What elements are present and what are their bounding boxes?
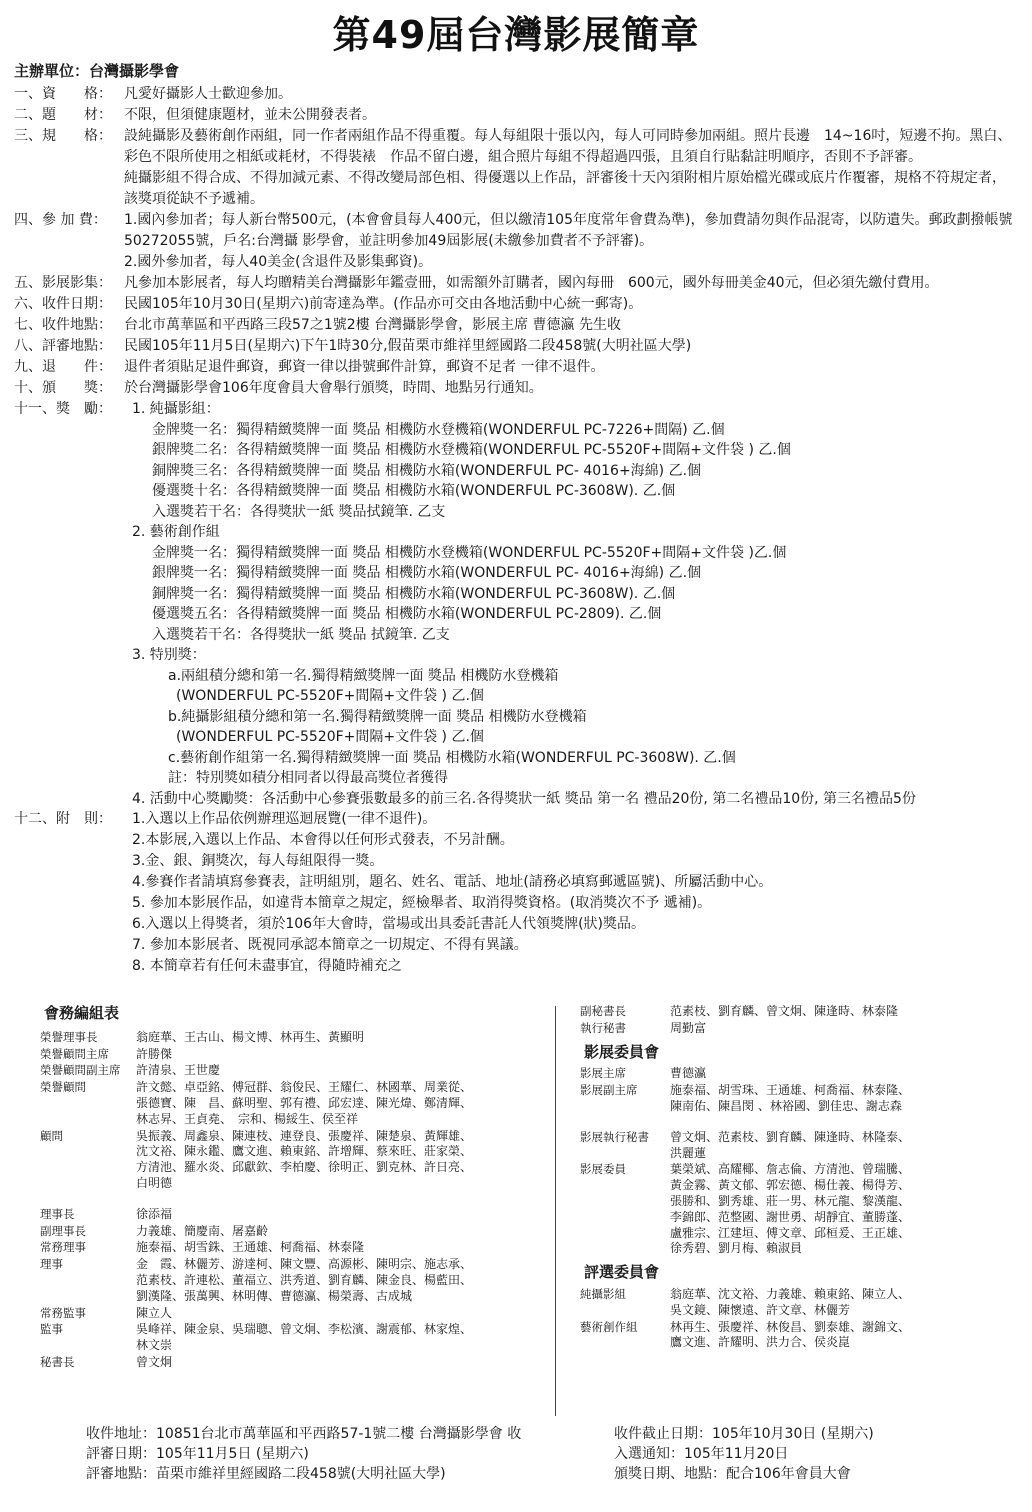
committee-names xyxy=(670,1066,1000,1082)
rule-text: 台北市萬華區和平西路三段57之1號2樓 台灣攝影學會，影展主席 曹德瀛 先生收 xyxy=(124,317,621,333)
footer-line: 收件截止日期：105年10月30日 (星期六) xyxy=(614,1426,874,1442)
appendix-line: 3.金、銀、銅獎次，每人每組限得一獎。 xyxy=(132,853,384,869)
rule-text: 不限，但須健康題材，並未公開發表者。 xyxy=(124,107,376,123)
rule-label: 九、退 件： xyxy=(14,359,112,375)
committee-names xyxy=(670,1004,1000,1020)
member-names: 曾文炯 xyxy=(136,1354,173,1369)
award-line: 1. 純攝影組： xyxy=(132,401,220,417)
rule-label: 十、頒 獎： xyxy=(14,380,112,396)
award-line: 金牌獎一名：獨得精緻獎牌一面 獎品 相機防水登機箱(WONDERFUL PC-5520F+間隔+文件袋 )乙.個 xyxy=(152,544,787,561)
awards-label: 十一、獎 勵： xyxy=(14,401,112,417)
member-names: 葉榮斌、高耀椰、詹志倫、方清池、曾瑞騰、 xyxy=(670,1162,911,1177)
committee-group xyxy=(40,1306,545,1322)
member-names: 周勤富 xyxy=(670,1020,707,1035)
committee-role: 影展主席 xyxy=(580,1066,626,1081)
committee-group xyxy=(580,1004,1000,1020)
rule-label: 二、題 材： xyxy=(14,107,112,123)
award-line: 優選獎五名：各得精緻獎牌一面 獎品 相機防水箱(WONDERFUL PC-2809). 乙.個 xyxy=(152,606,662,622)
award-line: 註：特別獎如積分相同者以得最高獎位者獲得 xyxy=(168,770,448,786)
member-names: 盧雅宗、江建垣、傅文章、邱桓爰、王正雄、 xyxy=(670,1225,911,1240)
appendix-label: 十二、附 則： xyxy=(14,811,112,827)
awards-body xyxy=(124,399,1019,809)
committee-names xyxy=(670,1021,1000,1037)
member-names: 劉漢隆、張萬興、林明傳、曹德瀛、楊榮壽、古成城 xyxy=(136,1288,413,1303)
committee-names xyxy=(136,1129,545,1192)
award-line: 優選獎十名：各得精緻獎牌一面 獎品 相機防水箱(WONDERFUL PC-3608W). 乙.個 xyxy=(152,483,676,499)
committee-group xyxy=(580,1162,1000,1257)
member-names: 曾文炯、范素枝、劉育麟、陳逢時、林隆泰、 xyxy=(670,1129,911,1144)
member-names: 許勝傑 xyxy=(136,1046,173,1061)
award-line: 2. 藝術創作組 xyxy=(132,524,220,540)
committee-role: 常務理事 xyxy=(40,1240,86,1255)
committee-group xyxy=(580,1083,1000,1115)
member-names: 鷹文進、許耀明、洪力合、侯炎崑 xyxy=(670,1335,851,1350)
committee-names xyxy=(136,1355,545,1371)
committee-group xyxy=(580,1320,1000,1352)
award-line: (WONDERFUL PC-5520F+間隔+文件袋 ) 乙.個 xyxy=(176,729,484,745)
committee-group xyxy=(580,1066,1000,1082)
organizer: 主辦單位：台灣攝影學會 xyxy=(14,62,180,80)
appendix-line: 7. 參加本影展者、既視同承認本簡章之一切規定、不得有異議。 xyxy=(132,937,528,953)
award-line: 銀牌獎一名：獨得精緻獎牌一面 獎品 相機防水箱(WONDERFUL PC- 4016+海綿) 乙.個 xyxy=(152,565,702,581)
member-names: 翁庭華、王古山、楊文博、林再生、黃顯明 xyxy=(136,1029,365,1044)
rule-text: 設純攝影及藝術創作兩組，同一作者兩組作品不得重覆。每人每組限十張以內，每人可同時參加兩組。照片長邊 14~16吋，短邊不拘。黑白、彩色不限所使用之相紙或耗材，不得裝裱 作品不留白邊，組合照片每組不得超過四張，且須自行貼黏註明順序，否則不予評審。 xyxy=(124,128,1012,165)
award-line: b.純攝影組積分總和第一名.獨得精緻獎牌一面 獎品 相機防水登機箱 xyxy=(168,708,587,725)
rule-body xyxy=(124,294,1019,315)
committee-role: 執行秘書 xyxy=(580,1020,626,1035)
rule-label: 七、收件地點： xyxy=(14,317,112,333)
committee-group xyxy=(40,1030,545,1046)
rule-text: 1.國內參加者；每人新台幣500元，(本會會員每人400元，但以繳清105年度常年會費為準)，參加費請勿與作品混寄，以防遺失。郵政劃撥帳號50272055號，戶名:台灣攝 影學會，並註明參加49屆影展(未繳參加費者不予評審)。 xyxy=(124,212,1013,249)
rule-body xyxy=(124,315,1019,336)
rules-section xyxy=(14,84,1019,977)
appendix-section xyxy=(14,809,1019,977)
committee-role: 影展委員 xyxy=(580,1162,626,1177)
column-divider xyxy=(555,1006,556,1416)
award-line: 銅牌獎三名：各得精緻獎牌一面 獎品 相機防水箱(WONDERFUL PC- 4016+海綿) 乙.個 xyxy=(152,462,702,479)
rule-body xyxy=(124,126,1019,210)
rule-item xyxy=(14,378,1019,399)
footer-line: 評審日期：105年11月5日 (星期六) xyxy=(86,1446,309,1462)
member-names: 張勝和、劉秀雄、莊一男、林元龍、黎漢龍、 xyxy=(670,1193,911,1208)
appendix-line: 2.本影展,入選以上作品、本會得以任何形式發表，不另計酬。 xyxy=(132,832,514,848)
committee-role: 理事長 xyxy=(40,1206,75,1221)
page-title: 第49屆台灣影展簡章 xyxy=(332,13,700,57)
footer-line: 收件地址：10851台北市萬華區和平西路57-1號二樓 台灣攝影學會 收 xyxy=(86,1426,522,1442)
committee-left-list xyxy=(40,1030,545,1371)
member-names: 力義雄、簡慶南、屠嘉齡 xyxy=(136,1223,269,1238)
award-line: 銀牌獎二名：各得精緻獎牌一面 獎品 相機防水登機箱(WONDERFUL PC-5520F+間隔+文件袋 ) 乙.個 xyxy=(152,442,791,458)
committee-names xyxy=(136,1240,545,1256)
member-names: 沈文裕、陳永鑑、鷹文進、賴東銘、許增輝、蔡來旺、莊家榮、 xyxy=(136,1144,473,1159)
footer-line: 頒獎日期、地點：配合106年會員大會 xyxy=(614,1466,851,1482)
group-spacer xyxy=(580,1116,1000,1130)
jury-committee-list xyxy=(580,1287,1000,1351)
rule-body xyxy=(124,84,1019,105)
member-names: 林志昇、王貞堯、 宗和、楊綏生、侯至祥 xyxy=(136,1111,359,1126)
footer-right xyxy=(614,1424,874,1484)
committee-names xyxy=(136,1063,545,1079)
rule-text: 純攝影組不得合成、不得加減元素、不得改變局部色相、得優選以上作品，評審後十天內須附相片原始檔光碟或底片作覆審，規格不符規定者，該獎項從缺不予遞補。 xyxy=(124,170,1006,207)
committee-names xyxy=(136,1030,545,1046)
rule-item xyxy=(14,336,1019,357)
award-line: a.兩組積分總和第一名.獨得精緻獎牌一面 獎品 相機防水登機箱 xyxy=(168,667,559,684)
committee-group xyxy=(40,1207,545,1223)
member-names: 吳峰祥、陳金泉、吳瑞聰、曾文炯、李松濱、謝震郁、林家煌、 xyxy=(136,1322,473,1337)
member-names: 林再生、張慶祥、林俊昌、劉泰雄、謝錦文、 xyxy=(670,1319,911,1334)
member-names: 吳振義、周鑫泉、陳連枝、連登良、張慶祥、陳楚泉、黃輝雄、 xyxy=(136,1128,473,1143)
member-names: 施泰福、胡雪銖、王通雄、柯喬福、林泰隆 xyxy=(136,1240,365,1255)
committee-names xyxy=(670,1162,1000,1257)
committee-left-column xyxy=(40,1004,545,1372)
rule-body xyxy=(124,273,1019,294)
rule-item xyxy=(14,315,1019,336)
committee-group xyxy=(40,1047,545,1063)
rule-label: 一、資 格： xyxy=(14,86,112,102)
committee-group xyxy=(40,1240,545,1256)
committee-names xyxy=(136,1257,545,1304)
member-names: 白明德 xyxy=(136,1175,173,1190)
committee-role: 影展執行秘書 xyxy=(580,1129,649,1144)
committee-right-top-list xyxy=(580,1004,1000,1037)
committee-names xyxy=(136,1080,545,1127)
appendix-line: 5. 參加本影展作品，如違背本簡章之規定，經檢舉者、取消得獎資格。(取消獎次不予 遞補)。 xyxy=(132,895,712,911)
rule-text: 民國105年11月5日(星期六)下午1時30分,假苗栗市維祥里經國路二段458號(大明社區大學) xyxy=(124,338,692,354)
rule-text: 凡參加本影展者，每人均贈精美台灣攝影年鑑壹冊，如需額外訂購者，國內每冊 600元，國外每冊美金40元，但必須先繳付費用。 xyxy=(124,275,939,291)
rules-list xyxy=(14,84,1019,399)
committee-group xyxy=(580,1287,1000,1319)
member-names: 許文懿、卓亞銘、傅冠群、翁俊民、王耀仁、林國華、周業從、 xyxy=(136,1080,473,1095)
award-line: 銅牌獎一名：獨得精緻獎牌一面 獎品 相機防水箱(WONDERFUL PC-3608W). 乙.個 xyxy=(152,585,676,602)
rule-text: 於台灣攝影學會106年度會員大會舉行頒獎，時間、地點另行通知。 xyxy=(124,380,543,396)
member-names: 許清泉、王世慶 xyxy=(136,1063,221,1078)
appendix-body xyxy=(124,809,1019,977)
rule-text: 退件者須貼足退件郵資，郵資一律以掛號郵件計算，郵資不足者 一律不退件。 xyxy=(124,359,605,375)
award-line: 3. 特別獎： xyxy=(132,647,206,663)
appendix-line: 4.參賽作者請填寫參賽表，註明組別，題名、姓名、電話、地址(請務必填寫郵遞區號)、所屬活動中心。 xyxy=(132,874,773,890)
rule-text: 民國105年10月30日(星期六)前寄達為準。(作品亦可交由各地活動中心統一郵寄)。 xyxy=(124,296,643,312)
member-names: 黃金霧、黃文郁、郭宏德、楊仕義、楊得芳、 xyxy=(670,1178,911,1193)
committee-role: 顧問 xyxy=(40,1128,63,1143)
member-names: 金 霞、林儷芳、游達柯、陳文豐、高源彬、陳明宗、施志承、 xyxy=(136,1257,473,1272)
rule-item xyxy=(14,84,1019,105)
member-names: 吳文鏡、陳懷遠、許文章、林儷芳 xyxy=(670,1302,851,1317)
committee-role: 榮譽顧問主席 xyxy=(40,1046,109,1061)
awards-section xyxy=(14,399,1019,809)
rule-body xyxy=(124,210,1019,273)
rule-label: 八、評審地點： xyxy=(14,338,112,354)
committee-group xyxy=(40,1080,545,1127)
member-names: 張德寶、陳 昌、蘇明聖、郭有禮、邱宏達、陳光煒、鄭清輝、 xyxy=(136,1095,473,1110)
rule-body xyxy=(124,378,1019,399)
rule-label: 五、影展影集： xyxy=(14,275,112,291)
committee-names xyxy=(136,1207,545,1223)
committee-names xyxy=(670,1130,1000,1162)
rule-body xyxy=(124,357,1019,378)
committee-role: 常務監事 xyxy=(40,1305,86,1320)
committee-group xyxy=(40,1129,545,1192)
member-names: 曹德瀛 xyxy=(670,1066,707,1081)
committee-names xyxy=(136,1224,545,1240)
committee-names xyxy=(670,1083,1000,1115)
committee-role: 副秘書長 xyxy=(580,1004,626,1018)
committee-group xyxy=(40,1257,545,1304)
award-line: 入選獎若干名：各得獎狀一紙 獎品 拭鏡筆. 乙支 xyxy=(152,626,450,643)
member-names: 陳立人 xyxy=(136,1305,173,1320)
committee-group xyxy=(40,1224,545,1240)
member-names: 方清池、羅水炎、邱獻欽、李柏慶、徐明正、劉克林、許日亮、 xyxy=(136,1160,473,1175)
committee-role: 副理事長 xyxy=(40,1223,86,1238)
committee-title: 會務編組表 xyxy=(44,1004,120,1022)
appendix-line: 8. 本簡章若有任何未盡事宜，得隨時補充之 xyxy=(132,958,402,974)
appendix-line: 6.入選以上得獎者，須於106年大會時，當場或出具委託書託人代領獎牌(狀)獎品。 xyxy=(132,916,646,932)
committee-group xyxy=(580,1130,1000,1162)
award-line: c.藝術創作組第一名.獨得精緻獎牌一面 獎品 相機防水箱(WONDERFUL PC-3608W). 乙.個 xyxy=(168,749,736,766)
rule-item xyxy=(14,105,1019,126)
footer-line: 評審地點：苗栗市維祥里經國路二段458號(大明社區大學) xyxy=(86,1466,446,1482)
member-names: 陳南佑、陳昌閔 、林裕國、劉佳忠、謝志森 xyxy=(670,1098,902,1113)
committee-names xyxy=(670,1320,1000,1352)
member-names: 李錦郎、范整國、謝世勇、胡靜宜、董勝蓬、 xyxy=(670,1209,911,1224)
committee-table xyxy=(40,1004,1000,1416)
committee-names xyxy=(136,1047,545,1063)
committee-role: 監事 xyxy=(40,1322,63,1337)
committee-group xyxy=(40,1322,545,1354)
rule-item xyxy=(14,294,1019,315)
award-line: (WONDERFUL PC-5520F+間隔+文件袋 ) 乙.個 xyxy=(176,688,484,704)
appendix-line: 1.入選以上作品依例辦理巡迴展覽(一律不退件)。 xyxy=(132,811,437,827)
member-names: 徐秀碧、劉月梅、賴淑員 xyxy=(670,1241,803,1256)
member-names: 林文崇 xyxy=(136,1338,173,1353)
rule-label: 三、規 格： xyxy=(14,128,112,144)
footer-left xyxy=(86,1424,521,1484)
rule-body xyxy=(124,105,1019,126)
committee-role: 秘書長 xyxy=(40,1354,75,1369)
committee-role: 藝術創作組 xyxy=(580,1319,638,1334)
member-names: 徐添福 xyxy=(136,1206,173,1221)
rule-body xyxy=(124,336,1019,357)
member-names: 翁庭華、沈文裕、力義雄、賴東銘、陳立人、 xyxy=(670,1286,911,1301)
rule-label: 四、參 加 費： xyxy=(14,212,107,228)
committee-names xyxy=(670,1287,1000,1319)
footer-line: 入選通知：105年11月20日 xyxy=(614,1446,789,1462)
member-names: 施泰福、胡雪珠、王通雄、柯喬福、林泰隆、 xyxy=(670,1083,911,1098)
rule-label: 六、收件日期： xyxy=(14,296,112,312)
rule-text: 凡愛好攝影人士歡迎參加。 xyxy=(124,86,292,102)
rule-item xyxy=(14,273,1019,294)
committee-role: 影展副主席 xyxy=(580,1083,638,1098)
award-line: 4. 活動中心獎勵獎：各活動中心參賽張數最多的前三名.各得獎狀一紙 獎品 第一名 禮品20份, 第二名禮品10份, 第三名禮品5份 xyxy=(132,790,916,807)
group-spacer xyxy=(40,1193,545,1207)
exhibition-committee-list xyxy=(580,1066,1000,1257)
committee-role: 榮譽顧問副主席 xyxy=(40,1063,121,1078)
committee-names xyxy=(136,1306,545,1322)
member-names: 范素枝、許連松、董福立、洪秀道、劉育麟、陳金良、楊藍田、 xyxy=(136,1272,473,1287)
rule-item xyxy=(14,210,1019,273)
jury-committee-title: 評選委員會 xyxy=(584,1263,660,1282)
committee-names xyxy=(136,1322,545,1354)
award-line: 金牌獎一名：獨得精緻獎牌一面 獎品 相機防水登機箱(WONDERFUL PC-7226+間隔) 乙.個 xyxy=(152,421,725,438)
committee-group xyxy=(580,1021,1000,1037)
rule-item xyxy=(14,126,1019,210)
member-names: 洪麗蓮 xyxy=(670,1145,707,1160)
member-names: 范素枝、劉育麟、曾文炯、陳逢時、林泰隆 xyxy=(670,1004,899,1018)
committee-role: 榮譽顧問 xyxy=(40,1080,86,1095)
committee-role: 理事 xyxy=(40,1257,63,1272)
committee-role: 榮譽理事長 xyxy=(40,1029,98,1044)
award-line: 入選獎若干名：各得獎狀一紙 獎品拭鏡筆. 乙支 xyxy=(152,503,446,520)
rule-text: 2.國外參加者，每人40美金(含退件及影集郵資)。 xyxy=(124,254,433,270)
exhibition-committee-title: 影展委員會 xyxy=(584,1042,660,1061)
committee-group xyxy=(40,1063,545,1079)
committee-right-column xyxy=(580,1004,1000,1352)
committee-group xyxy=(40,1355,545,1371)
committee-role: 純攝影組 xyxy=(580,1286,626,1301)
rule-item xyxy=(14,357,1019,378)
